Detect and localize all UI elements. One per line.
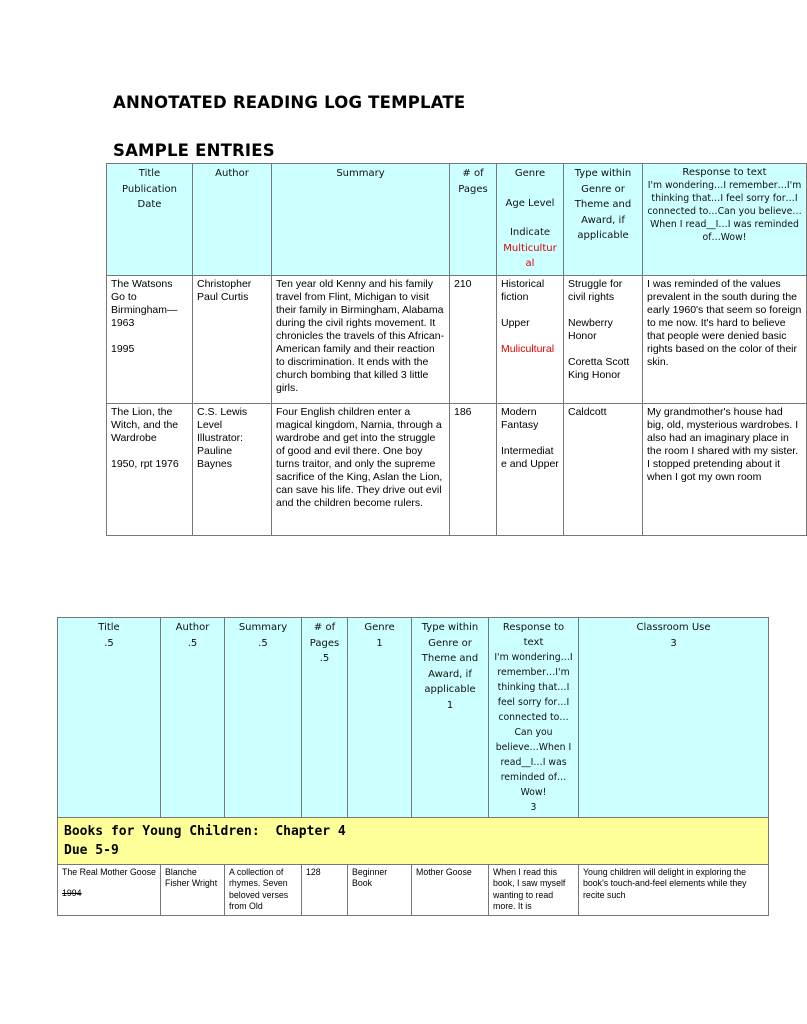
header-summary: Summary bbox=[272, 164, 450, 276]
header-points: 3 bbox=[530, 802, 537, 813]
header-points: .5 bbox=[187, 637, 198, 649]
sample-entries-heading: SAMPLE ENTRIES bbox=[113, 141, 275, 160]
row-author: Christopher Paul Curtis bbox=[193, 276, 272, 404]
row-summary: A collection of rhymes. Seven beloved verses from Old bbox=[225, 865, 302, 916]
row-type: Caldcott bbox=[564, 404, 643, 536]
row-genre: Beginner Book bbox=[348, 865, 412, 916]
header-pages bbox=[302, 618, 348, 818]
header-response bbox=[489, 618, 579, 818]
row-type: Mother Goose bbox=[412, 865, 489, 916]
header-type-line: Type within Genre or Theme and Award, if applicable bbox=[421, 622, 479, 695]
header-genre-line: Genre bbox=[514, 168, 546, 179]
book-title: The Watsons Go to Birmingham—1963 bbox=[111, 278, 178, 329]
table-row bbox=[107, 276, 807, 404]
header-points: .5 bbox=[319, 653, 330, 664]
header-points: 1 bbox=[446, 699, 454, 711]
book-title: The Lion, the Witch, and the Wardrobe bbox=[111, 406, 179, 444]
header-genre bbox=[348, 618, 412, 818]
row-response: My grandmother's house had big, old, mysterious wardrobes. I also had an imaginary place in the room I shared with my sister. I stopped pretending about it when I got my own room bbox=[643, 404, 807, 536]
row-response: When I read this book, I saw myself wanting to read more. It is bbox=[489, 865, 579, 916]
row-author: Blanche Fisher Wright bbox=[161, 865, 225, 916]
genre: Historical fiction bbox=[501, 278, 545, 303]
header-title bbox=[58, 618, 161, 818]
header-points: 1 bbox=[376, 637, 383, 649]
publication-date: 1994 bbox=[62, 888, 82, 899]
header-author-line: Author bbox=[175, 622, 210, 633]
header-author: Author bbox=[193, 164, 272, 276]
publication-date: 1995 bbox=[111, 343, 135, 355]
header-pages-line: Pages bbox=[309, 637, 340, 649]
header-genre-line: Genre bbox=[364, 622, 395, 633]
header-summary-line: Summary bbox=[238, 622, 288, 633]
chapter-band-cell bbox=[58, 818, 769, 865]
row-pages: 128 bbox=[302, 865, 348, 916]
header-pages bbox=[450, 164, 497, 276]
row-title-cell bbox=[107, 276, 193, 404]
award: Coretta Scott King Honor bbox=[568, 356, 630, 381]
header-pages-line: # of bbox=[462, 168, 484, 179]
multicultural-tag: Mulicultural bbox=[501, 343, 555, 355]
header-title-line: Date bbox=[137, 199, 162, 210]
header-multicultural-line: Multicultural bbox=[503, 242, 557, 269]
chapter-title: Books for Young Children: Chapter 4 bbox=[64, 824, 346, 839]
row-title-cell bbox=[58, 865, 161, 916]
book-title: The Real Mother Goose bbox=[62, 867, 156, 877]
genre: Modern Fantasy bbox=[501, 406, 539, 431]
header-title bbox=[107, 164, 193, 276]
row-pages: 186 bbox=[450, 404, 497, 536]
row-summary: Four English children enter a magical kingdom, Narnia, through a wardrobe and get into the struggle of good and evil there. One boy turns traitor, and only the supreme sacrifice of the King, Aslan the Lion, can save his life. They drive out evil and the children become rulers. bbox=[272, 404, 450, 536]
row-genre-cell bbox=[497, 276, 564, 404]
row-summary: Ten year old Kenny and his family travel from Flint, Michigan to visit their family in Birmingham, Alabama during the civil rights movement. It chronicles the travels of this African-American family and their reaction to discrimination. It ends with the church bombing that killed 3 little girls. bbox=[272, 276, 450, 404]
row-response: I was reminded of the values prevalent in the south during the early 1960's that seem so foreign to me now. It's hard to believe that people were denied basic rights based on the color of their skin. bbox=[643, 276, 807, 404]
header-points: .5 bbox=[104, 637, 114, 649]
header-age-line: Age Level bbox=[505, 197, 555, 209]
header-pages-line: Pages bbox=[458, 183, 488, 195]
header-response-prompts: I'm wondering…I remember…I'm thinking that…I feel sorry for…I connected to…Can you believe…When I read__I…I was reminded of…Wow! bbox=[647, 180, 802, 243]
row-author: C.S. Lewis Level Illustrator: Pauline Baynes bbox=[193, 404, 272, 536]
row-pages: 210 bbox=[450, 276, 497, 404]
header-type: Type within Genre or Theme and Award, if applicable bbox=[564, 164, 643, 276]
header-title-line: Title bbox=[98, 622, 120, 633]
age-level: Intermediate and Upper bbox=[501, 445, 559, 470]
header-response-prompts: I'm wondering…I remember…I'm thinking that…I feel sorry for…I connected to…Can you believe…When I read__I…I was reminded of…Wow! bbox=[494, 652, 573, 798]
document-title: ANNOTATED READING LOG TEMPLATE bbox=[113, 93, 466, 112]
age-level: Upper bbox=[501, 317, 530, 329]
row-type-cell bbox=[564, 276, 643, 404]
reading-log-table bbox=[57, 617, 769, 916]
table-row bbox=[107, 404, 807, 536]
due-date: Due 5-9 bbox=[64, 843, 119, 858]
header-points: 3 bbox=[670, 637, 677, 649]
table-row bbox=[58, 865, 769, 916]
header-response-title: Response to text bbox=[502, 622, 565, 648]
header-type bbox=[412, 618, 489, 818]
header-classroom-use bbox=[579, 618, 769, 818]
header-response bbox=[643, 164, 807, 276]
sample-header-row bbox=[107, 164, 807, 276]
header-points: .5 bbox=[258, 637, 268, 649]
row-genre-cell bbox=[497, 404, 564, 536]
header-pages-line: # of bbox=[313, 622, 336, 633]
header-classroom-line: Classroom Use bbox=[636, 622, 711, 633]
header-indicate-line: Indicate bbox=[509, 227, 551, 238]
header-title-line: Publication bbox=[122, 183, 177, 195]
header-title-line: Title bbox=[138, 168, 161, 179]
theme: Struggle for civil rights bbox=[568, 278, 623, 303]
row-title-cell bbox=[107, 404, 193, 536]
chapter-band bbox=[58, 818, 769, 865]
log-header-row bbox=[58, 618, 769, 818]
header-author bbox=[161, 618, 225, 818]
header-summary bbox=[225, 618, 302, 818]
award: Newberry Honor bbox=[568, 317, 613, 342]
publication-date: 1950, rpt 1976 bbox=[111, 458, 179, 470]
sample-entries-table bbox=[106, 163, 807, 536]
row-classroom-use: Young children will delight in exploring the book's touch-and-feel elements while they recite such bbox=[579, 865, 769, 916]
header-response-title: Response to text bbox=[682, 167, 767, 178]
header-genre bbox=[497, 164, 564, 276]
